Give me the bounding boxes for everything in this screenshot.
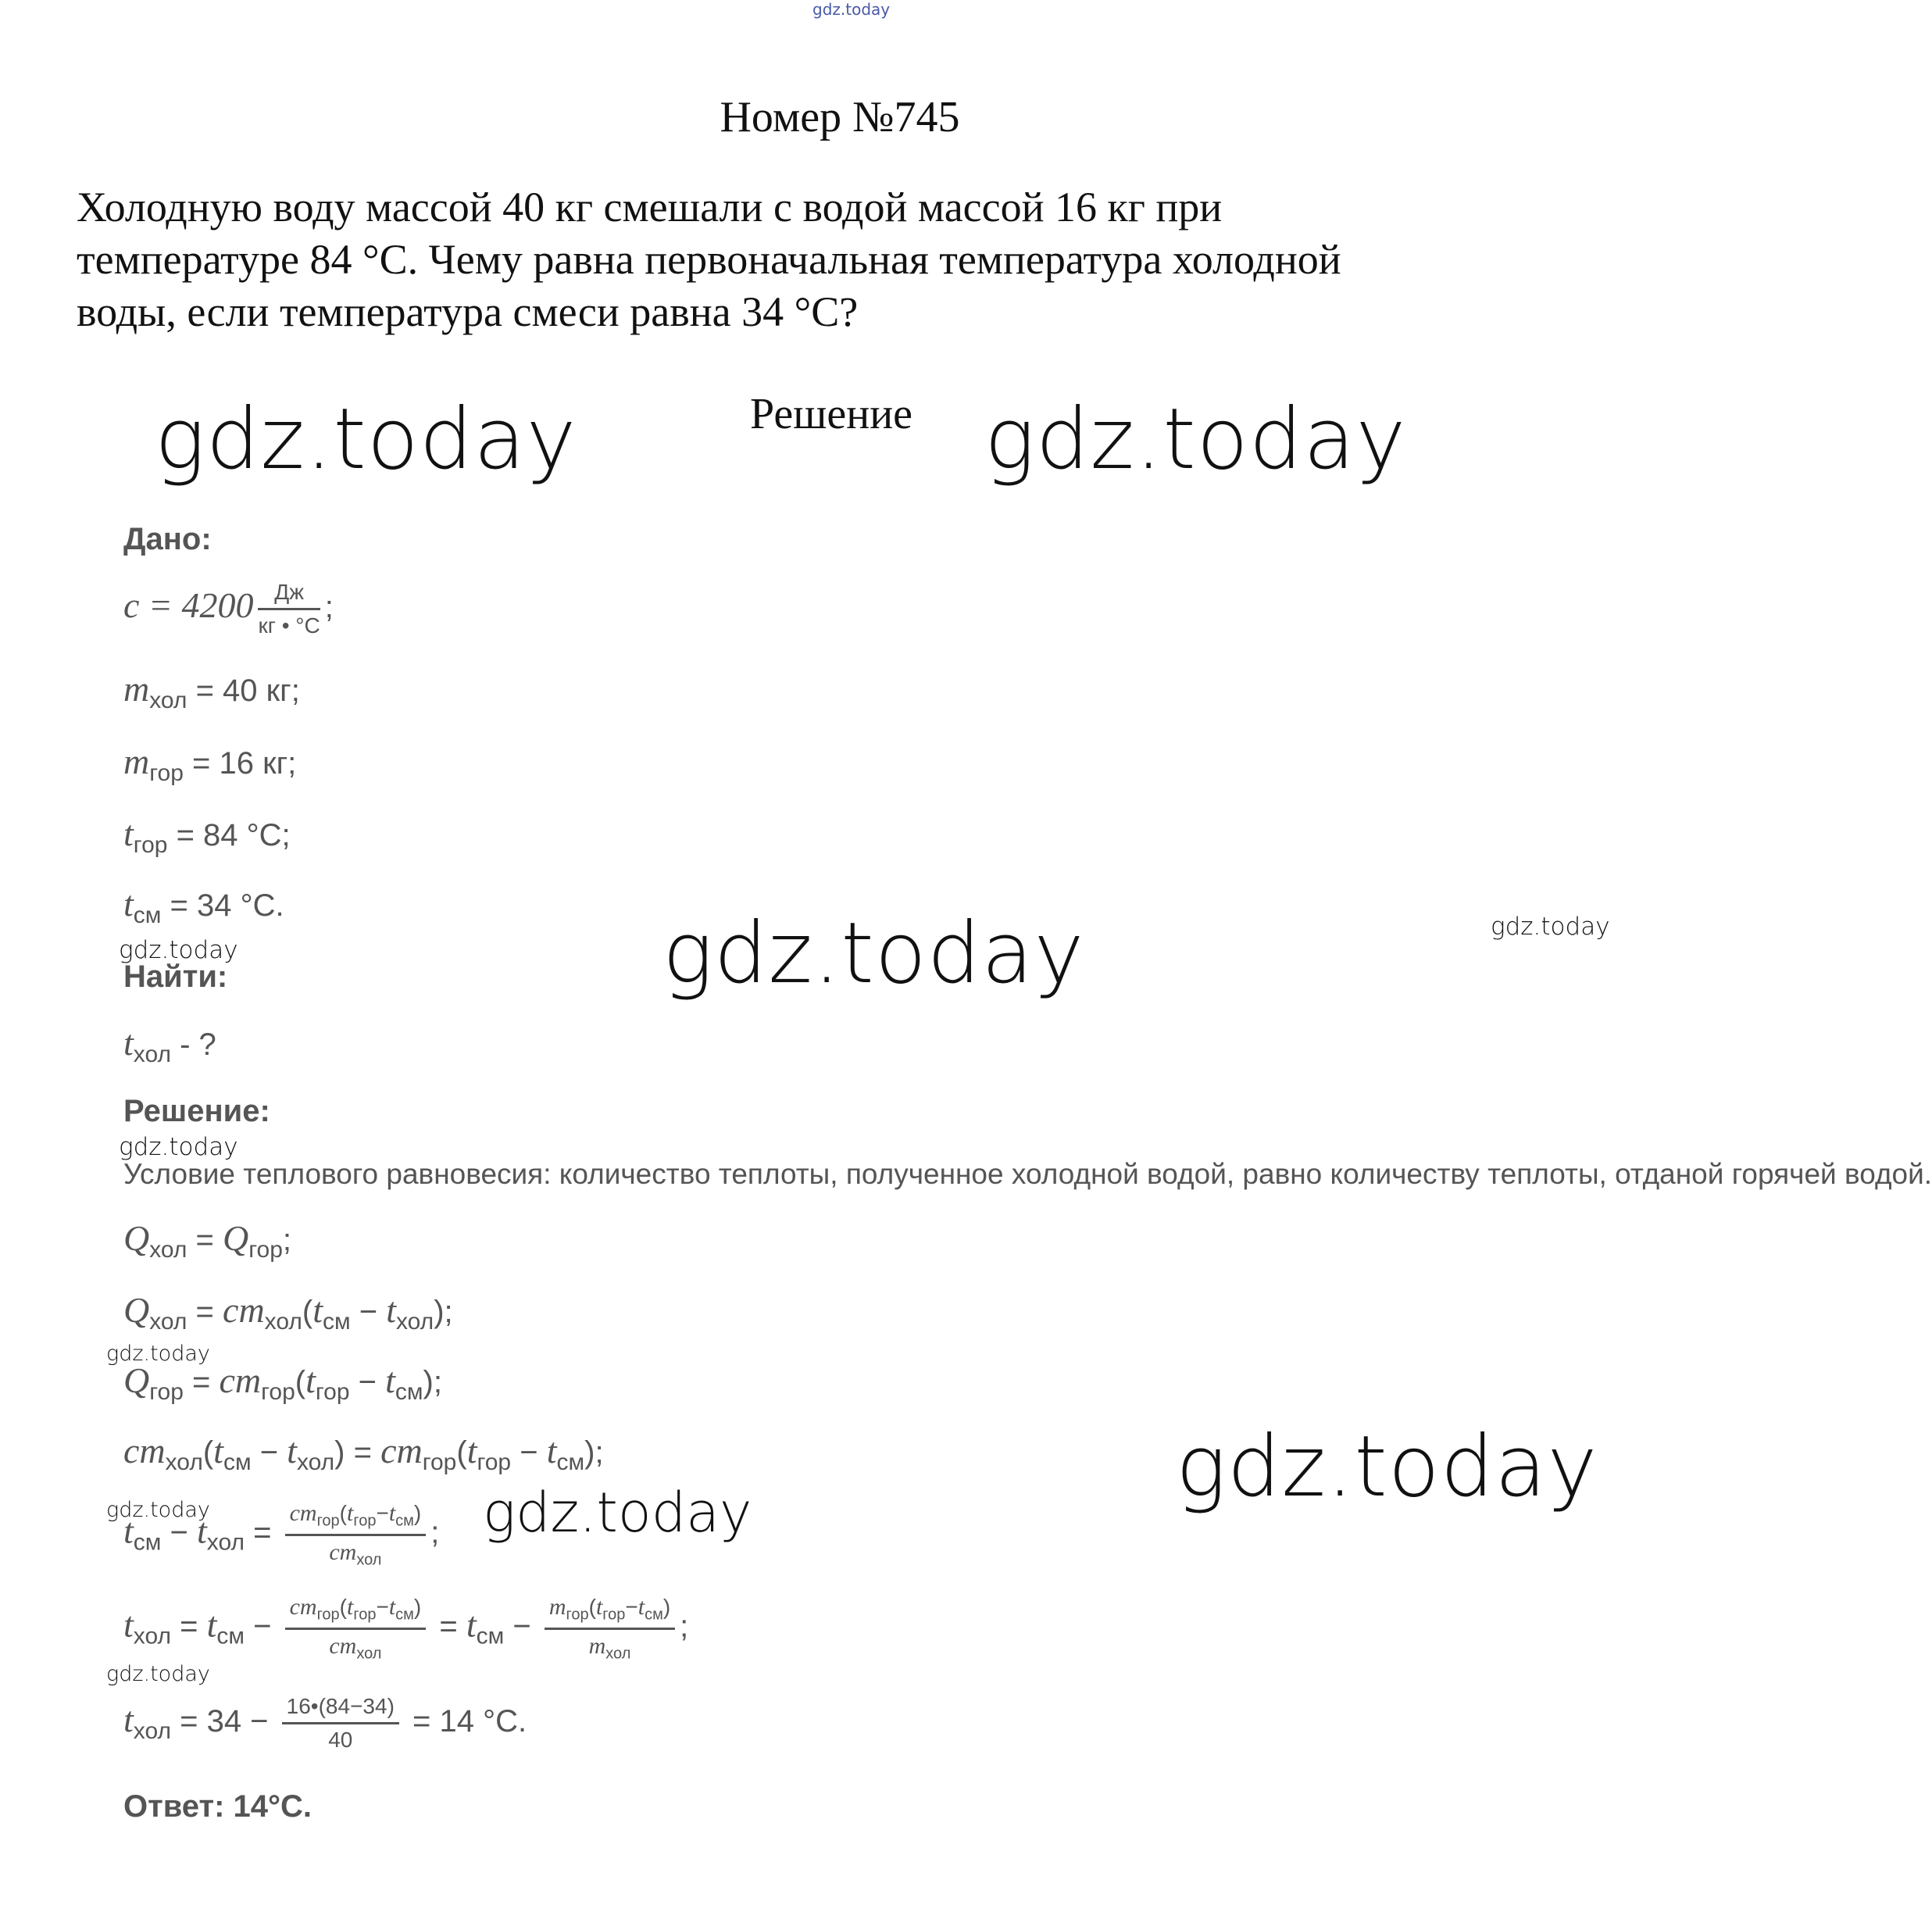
find-value: $t_{хол}$ - ? [123, 1023, 216, 1067]
given-t-gor: $t_{гор} = 84$ °С; [123, 813, 291, 858]
equation-6: $t_{хол} = t_{см}$ − $\frac{cm_{гор}(t_{гор}-t_{см})}{cm_{хол}}$ = $t_{см}$ − $\frac{m_{гор}(t_{гор}-t_{см})}{m_{хол}}$ ; [123, 1594, 689, 1663]
equation-1: $Q_{хол} = Q_{гор}$; [123, 1218, 292, 1263]
watermark-small-4: gdz.today [106, 1342, 210, 1366]
page-title: Номер №745 [720, 93, 960, 141]
given-t-sm: $t_{см} = 34$ °С. [123, 884, 284, 928]
watermark-small-3: gdz.today [119, 1133, 238, 1161]
watermark-small-1: gdz.today [1491, 913, 1610, 941]
solution-heading: Решение [750, 390, 913, 438]
watermark-medium: gdz.today [483, 1481, 752, 1545]
watermark-large-1: gdz.today [155, 391, 577, 488]
given-m-gor: $m_{гор} = 16$ кг; [123, 742, 297, 786]
equilibrium-text: Условие теплового равновесия: количество теплоты, полученное холодной водой, равно количеству теплоты, отданой горячей водой. [123, 1158, 1932, 1190]
given-c: c = 4200 $\frac{Дж}{кг • ^\circ C}$ ; [123, 580, 334, 638]
equation-2: $Q_{хол} = cm_{хол}(t_{см} - t_{хол})$; [123, 1290, 453, 1335]
watermark-small-2: gdz.today [119, 936, 238, 964]
watermark-small-6: gdz.today [106, 1662, 210, 1686]
given-label: Дано: [123, 522, 212, 556]
equation-3: $Q_{гор} = cm_{гор}(t_{гор} - t_{см})$; [123, 1360, 442, 1405]
equation-5: $t_{см} - t_{хол}$ = $\frac{cm_{гор}(t_{гор}-t_{см})}{cm_{хол}}$ ; [123, 1500, 440, 1569]
watermark-large-4: gdz.today [1176, 1418, 1598, 1516]
watermark-large-2: gdz.today [984, 391, 1407, 488]
c-value: c = 4200 [123, 585, 254, 626]
equation-4: $cm_{хол}(t_{см} - t_{хол}) = cm_{гор}(t_{гор} - t_{см})$; [123, 1431, 604, 1475]
problem-line-3: воды, если температура смеси равна 34 °С? [77, 288, 859, 335]
watermark-small-5: gdz.today [106, 1498, 210, 1522]
c-unit-fraction: $\frac{Дж}{кг • ^\circ C}$ [258, 580, 320, 638]
given-m-hol: $m_{хол} = 40$ кг; [123, 669, 300, 713]
problem-statement [77, 181, 1608, 338]
answer: Ответ: 14°С. [123, 1789, 312, 1824]
solution-label: Решение: [123, 1094, 270, 1128]
problem-line-2: температуре 84 °С. Чему равна первоначальная температура холодной [77, 236, 1341, 283]
watermark-large-3: gdz.today [662, 905, 1085, 1002]
find-label: Найти: [123, 960, 228, 994]
equation-7: $t_{хол} = 34$ − $\frac{16•(84-34)}{40}$ = 14 °С. [123, 1694, 527, 1752]
watermark-top: gdz.today [812, 0, 891, 19]
problem-line-1: Холодную воду массой 40 кг смешали с водой массой 16 кг при [77, 184, 1223, 230]
